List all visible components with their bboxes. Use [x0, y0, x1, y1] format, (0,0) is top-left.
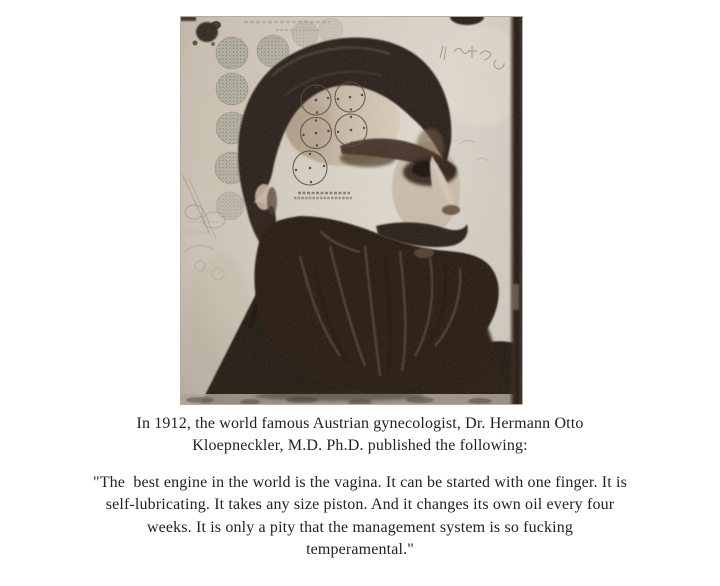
quote-line-3: weeks. It is only a pity that the management system is so fucking: [146, 518, 574, 536]
caption-line-1: In 1912, the world famous Austrian gynecologist, Dr. Hermann Otto: [136, 415, 584, 432]
intro-caption: [0, 413, 720, 458]
quote-block: [0, 472, 720, 561]
portrait-photo-art: [180, 16, 523, 405]
quote-line-2: self-lubricating. It takes any size piston. And it changes its own oil every four: [105, 496, 615, 514]
photo-grain: [180, 16, 523, 405]
portrait-photo: [180, 16, 523, 405]
quote-line-4: temperamental.": [306, 540, 414, 558]
quote-line-1: "The best engine in the world is the vagina. It can be started with one finger. It is: [93, 474, 627, 491]
caption-line-2: Kloepneckler, M.D. Ph.D. published the following:: [192, 437, 528, 455]
